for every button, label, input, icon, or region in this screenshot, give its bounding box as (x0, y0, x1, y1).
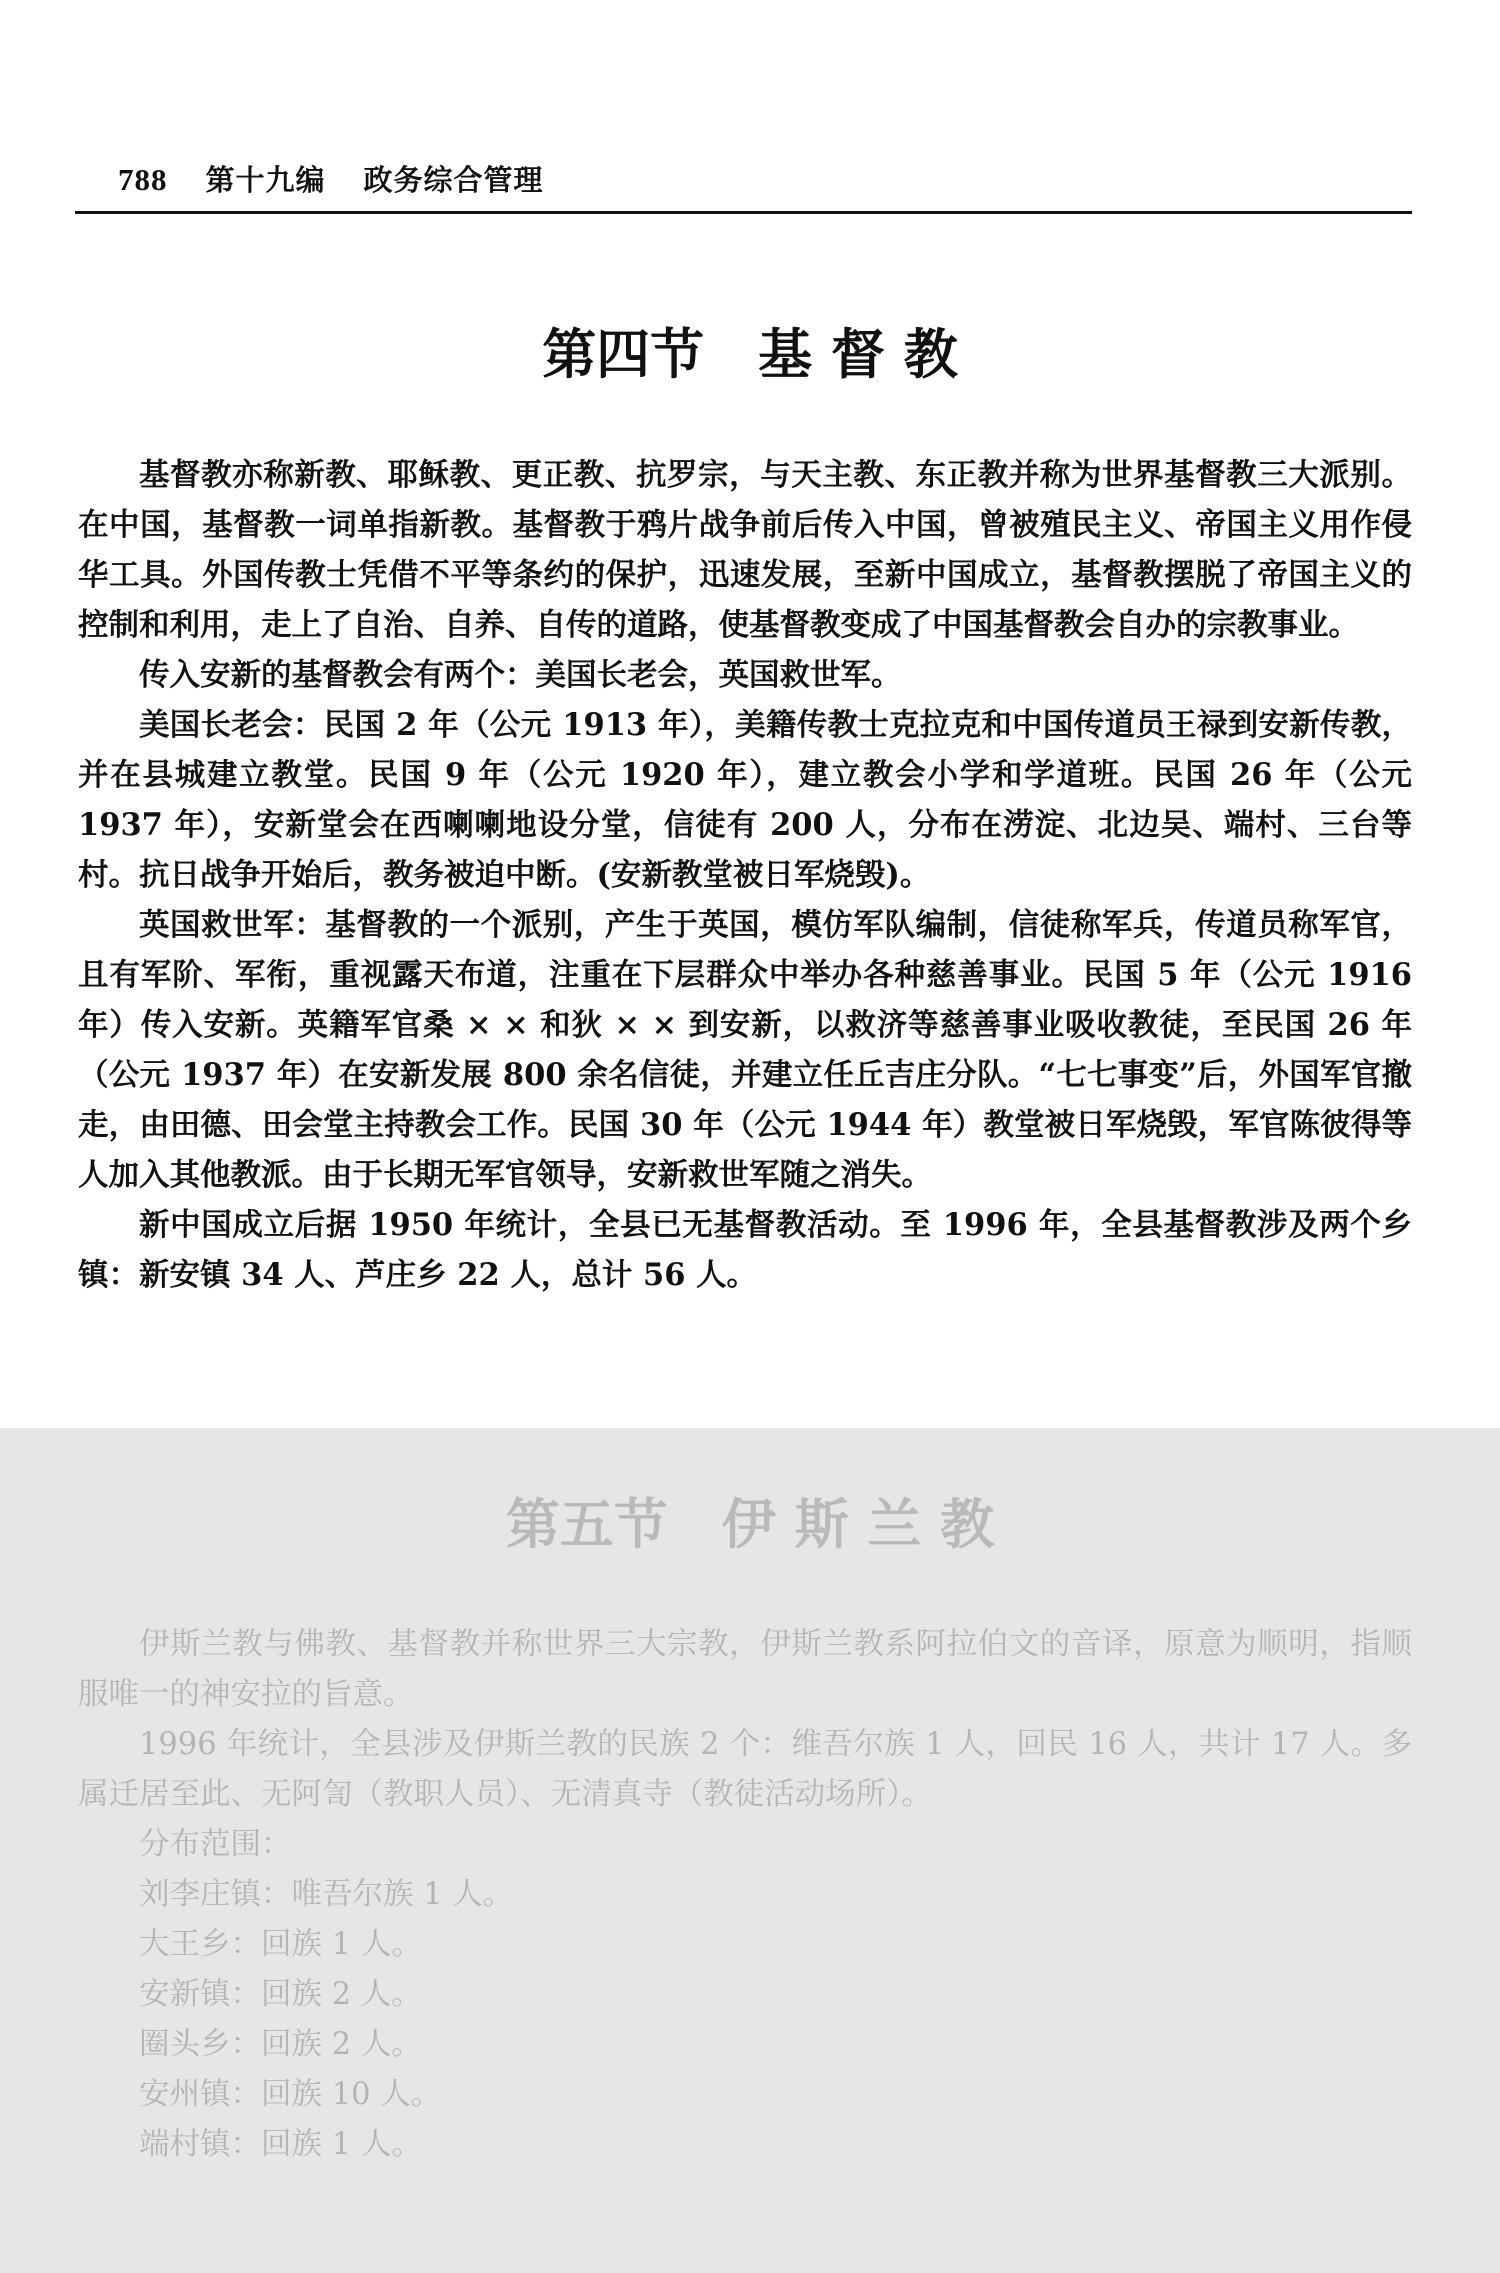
list-item: 安新镇：回族 2 人。 (139, 1977, 422, 2012)
list-item: 安州镇：回族 10 人。 (139, 2077, 442, 2112)
list-item: 大王乡：回族 1 人。 (139, 1927, 422, 1962)
list-item: 圈头乡：回族 2 人。 (139, 2027, 422, 2062)
page-number: 788 (118, 162, 168, 197)
paragraph: 基督教亦称新教、耶稣教、更正教、抗罗宗，与天主教、东正教并称为世界基督教三大派别。在中国，基督教一词单指新教。基督教于鸦片战争前后传入中国，曾被殖民主义、帝国主义用作侵华工具。外国传教士凭借不平等条约的保护，迅速发展，至新中国成立，基督教摆脱了帝国主义的控制和利用，走上了自治、自养、自传的道路，使基督教变成了中国基督教会自办的宗教事业。 (78, 457, 1412, 643)
section-body (78, 450, 1412, 1300)
paragraph: 分布范围： (139, 1827, 292, 1862)
part-title: 第十九编 (205, 163, 326, 197)
chapter-title: 政务综合管理 (363, 163, 544, 197)
section-title: 第四节 基 督 教 (542, 323, 958, 386)
list-item: 端村镇：回族 1 人。 (139, 2127, 422, 2162)
section-title: 第五节 伊 斯 兰 教 (505, 1493, 995, 1556)
paragraph: 传入安新的基督教会有两个：美国长老会，英国救世军。 (139, 657, 902, 693)
list-item: 刘李庄镇：唯吾尔族 1 人。 (139, 1877, 514, 1912)
paragraph: 1996 年统计，全县涉及伊斯兰教的民族 2 个：维吾尔族 1 人，回民 16 人，共计 17 人。多属迁居至此、无阿訇（教职人员）、无清真寺（教徒活动场所）。 (78, 1727, 1412, 1812)
paragraph: 伊斯兰教与佛教、基督教并称世界三大宗教，伊斯兰教系阿拉伯文的音译，原意为顺明，指顺服唯一的神安拉的旨意。 (78, 1627, 1412, 1712)
header-rule (75, 211, 1412, 214)
paragraph: 美国长老会：民国 2 年（公元 1913 年），美籍传教士克拉克和中国传道员王禄到安新传教，并在县城建立教堂。民国 9 年（公元 1920 年），建立教会小学和学道班。民国 26 年（公元 1937 年），安新堂会在西喇喇地设分堂，信徒有 200 人，分布在涝淀、北边吴、端村、三台等村。抗日战争开始后，教务被迫中断。(安新教堂被日军烧毁)。 (78, 707, 1412, 893)
paragraph: 新中国成立后据 1950 年统计，全县已无基督教活动。至 1996 年，全县基督教涉及两个乡镇：新安镇 34 人、芦庄乡 22 人，总计 56 人。 (78, 1207, 1412, 1293)
running-header (118, 158, 544, 199)
paragraph: 英国救世军：基督教的一个派别，产生于英国，模仿军队编制，信徒称军兵，传道员称军官，且有军阶、军衔，重视露天布道，注重在下层群众中举办各种慈善事业。民国 5 年（公元 1916 年）传入安新。英籍军官桑 × × 和狄 × × 到安新，以救济等慈善事业吸收教徒，至民国 26 年（公元 1937 年）在安新发展 800 余名信徒，并建立任丘吉庄分队。“七七事变”后，外国军官撤走，由田德、田会堂主持教会工作。民国 30 年（公元 1944 年）教堂被日军烧毁，军官陈彼得等人加入其他教派。由于长期无军官领导，安新救世军随之消失。 (78, 907, 1412, 1193)
section-body (78, 1620, 1412, 2170)
